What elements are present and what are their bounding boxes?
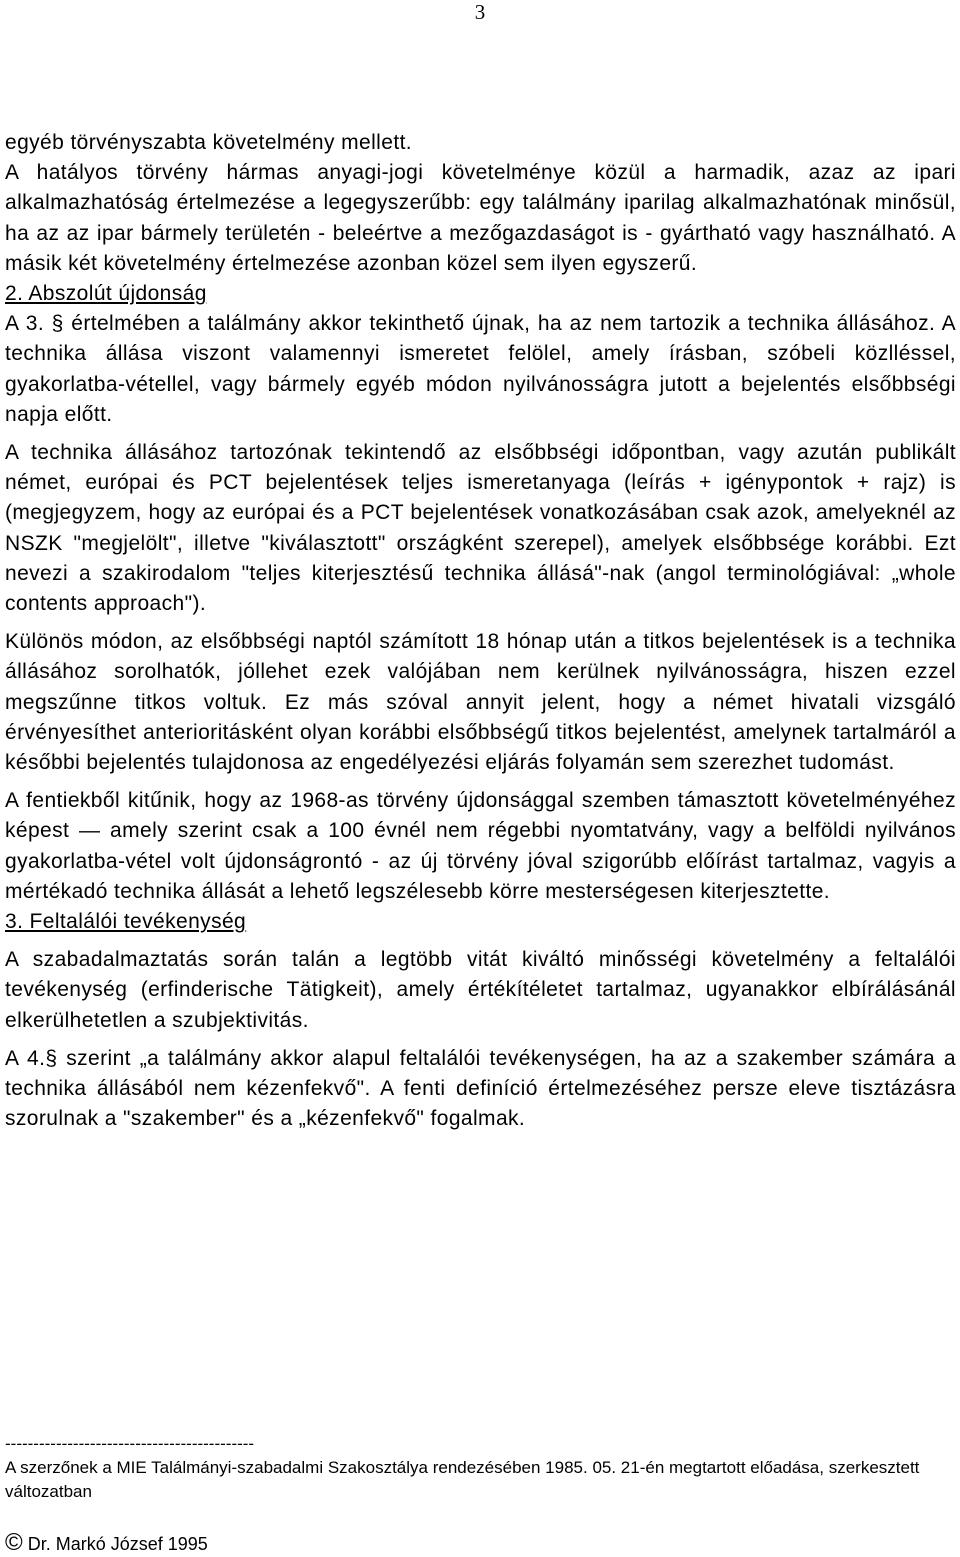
paragraph-5: Különös módon, az elsőbbségi naptól számított 18 hónap után a titkos bejelentések is a technika állásához sorolhatók, jóllehet ezek valójában nem kerülnek nyilvánosságra, hiszen ezzel megszűnne titkos voltuk. Ez más szóval annyit jelent, hogy a német hivatali vizsgáló érvényesíthet anterioritásként olyan korábbi elsőbbségű titkos bejelentést, amelynek tartalmáról a későbbi bejelentés tulajdonosa az engedélyezési eljárás folyamán sem szerezhet tudomást. <box>5 630 956 775</box>
page-number: 3 <box>474 0 486 24</box>
paragraph-1: egyéb törvényszabta követelmény mellett. <box>5 131 413 154</box>
copyright-symbol: © <box>5 1529 23 1556</box>
paragraph-6: A fentiekből kitűnik, hogy az 1968-as törvény újdonsággal szemben támasztott követelményéhez képest — amely szerint csak a 100 évnél nem régebbi nyomtatvány, vagy a belföldi nyilvános gyakorlatba-vétel volt újdonságrontó - az új törvény jóval szigorúbb előírást tartalmaz, vagyis a mértékadó technika állását a lehető legszélesebb körre mesterségesen kiterjesztette. <box>5 789 956 903</box>
document-body <box>5 128 956 1135</box>
paragraph-7: A szabadalmaztatás során talán a legtöbb vitát kiváltó minősségi követelmény a feltalálói tevékenység (erfinderische Tätigkeit), amely értékítéletet tartalmaz, ugyanakkor elbírálásánál elkerülhetetlen a szubjektivitás. <box>5 948 956 1032</box>
section-heading-inventive-step: 3. Feltalálói tevékenység <box>5 910 247 934</box>
paragraph-4: A technika állásához tartozónak tekintendő az elsőbbségi időpontban, vagy azután publikált német, európai és PCT bejelentések teljes ismeretanyaga (leírás + igénypontok + rajz) is (megjegyzem, hogy az európai és a PCT bejelentések vonatkozásában csak azok, amelyeknél az NSZK "megjelölt", illetve "kiválasztott" országként szerepel), amelyek elsőbbsége korábbi. Ezt nevezi a szakirodalom "teljes kiterjesztésű technika állásá"-nak (angol terminológiával: „whole contents approach"). <box>5 441 956 616</box>
footnote <box>5 1432 956 1504</box>
footnote-text: A szerzőnek a MIE Találmányi-szabadalmi Szakosztálya rendezésében 1985. 05. 21-én megtartott előadása, szerkesztett változatban <box>5 1458 920 1501</box>
copyright-text: Dr. Markó József 1995 <box>27 1534 208 1554</box>
paragraph-2: A hatályos törvény hármas anyagi-jogi követelménye közül a harmadik, azaz az ipari alkalmazhatóság értelmezése a legegyszerűbb: egy találmány iparilag alkalmazhatónak minősül, ha az az ipar bármely területén - beleértve a mezőgazdaságot is - gyártható vagy használható. A másik két követelmény értelmezése azonban közel sem ilyen egyszerű. <box>5 161 956 275</box>
paragraph-8: A 4.§ szerint „a találmány akkor alapul feltalálói tevékenységen, ha az a szakember számára a technika állásából nem kézenfekvő". A fenti definíció értelmezéséhez persze eleve tisztázásra szorulnak a "szakember" és a „kézenfekvő" fogalmak. <box>5 1046 956 1131</box>
paragraph-3: A 3. § értelmében a találmány akkor tekinthető újnak, ha az nem tartozik a technika állásához. A technika állása viszont valamennyi ismeretet felölel, amely írásban, szóbeli közlléssel, gyakorlatba-vétellel, vagy bármely egyéb módon nyilvánosságra jutott a bejelentés elsőbbségi napja előtt. <box>5 312 956 426</box>
footnote-separator: -------------------------------------------- <box>5 1434 255 1453</box>
section-heading-novelty: 2. Abszolút újdonság <box>5 282 207 306</box>
copyright-line <box>5 1531 208 1556</box>
